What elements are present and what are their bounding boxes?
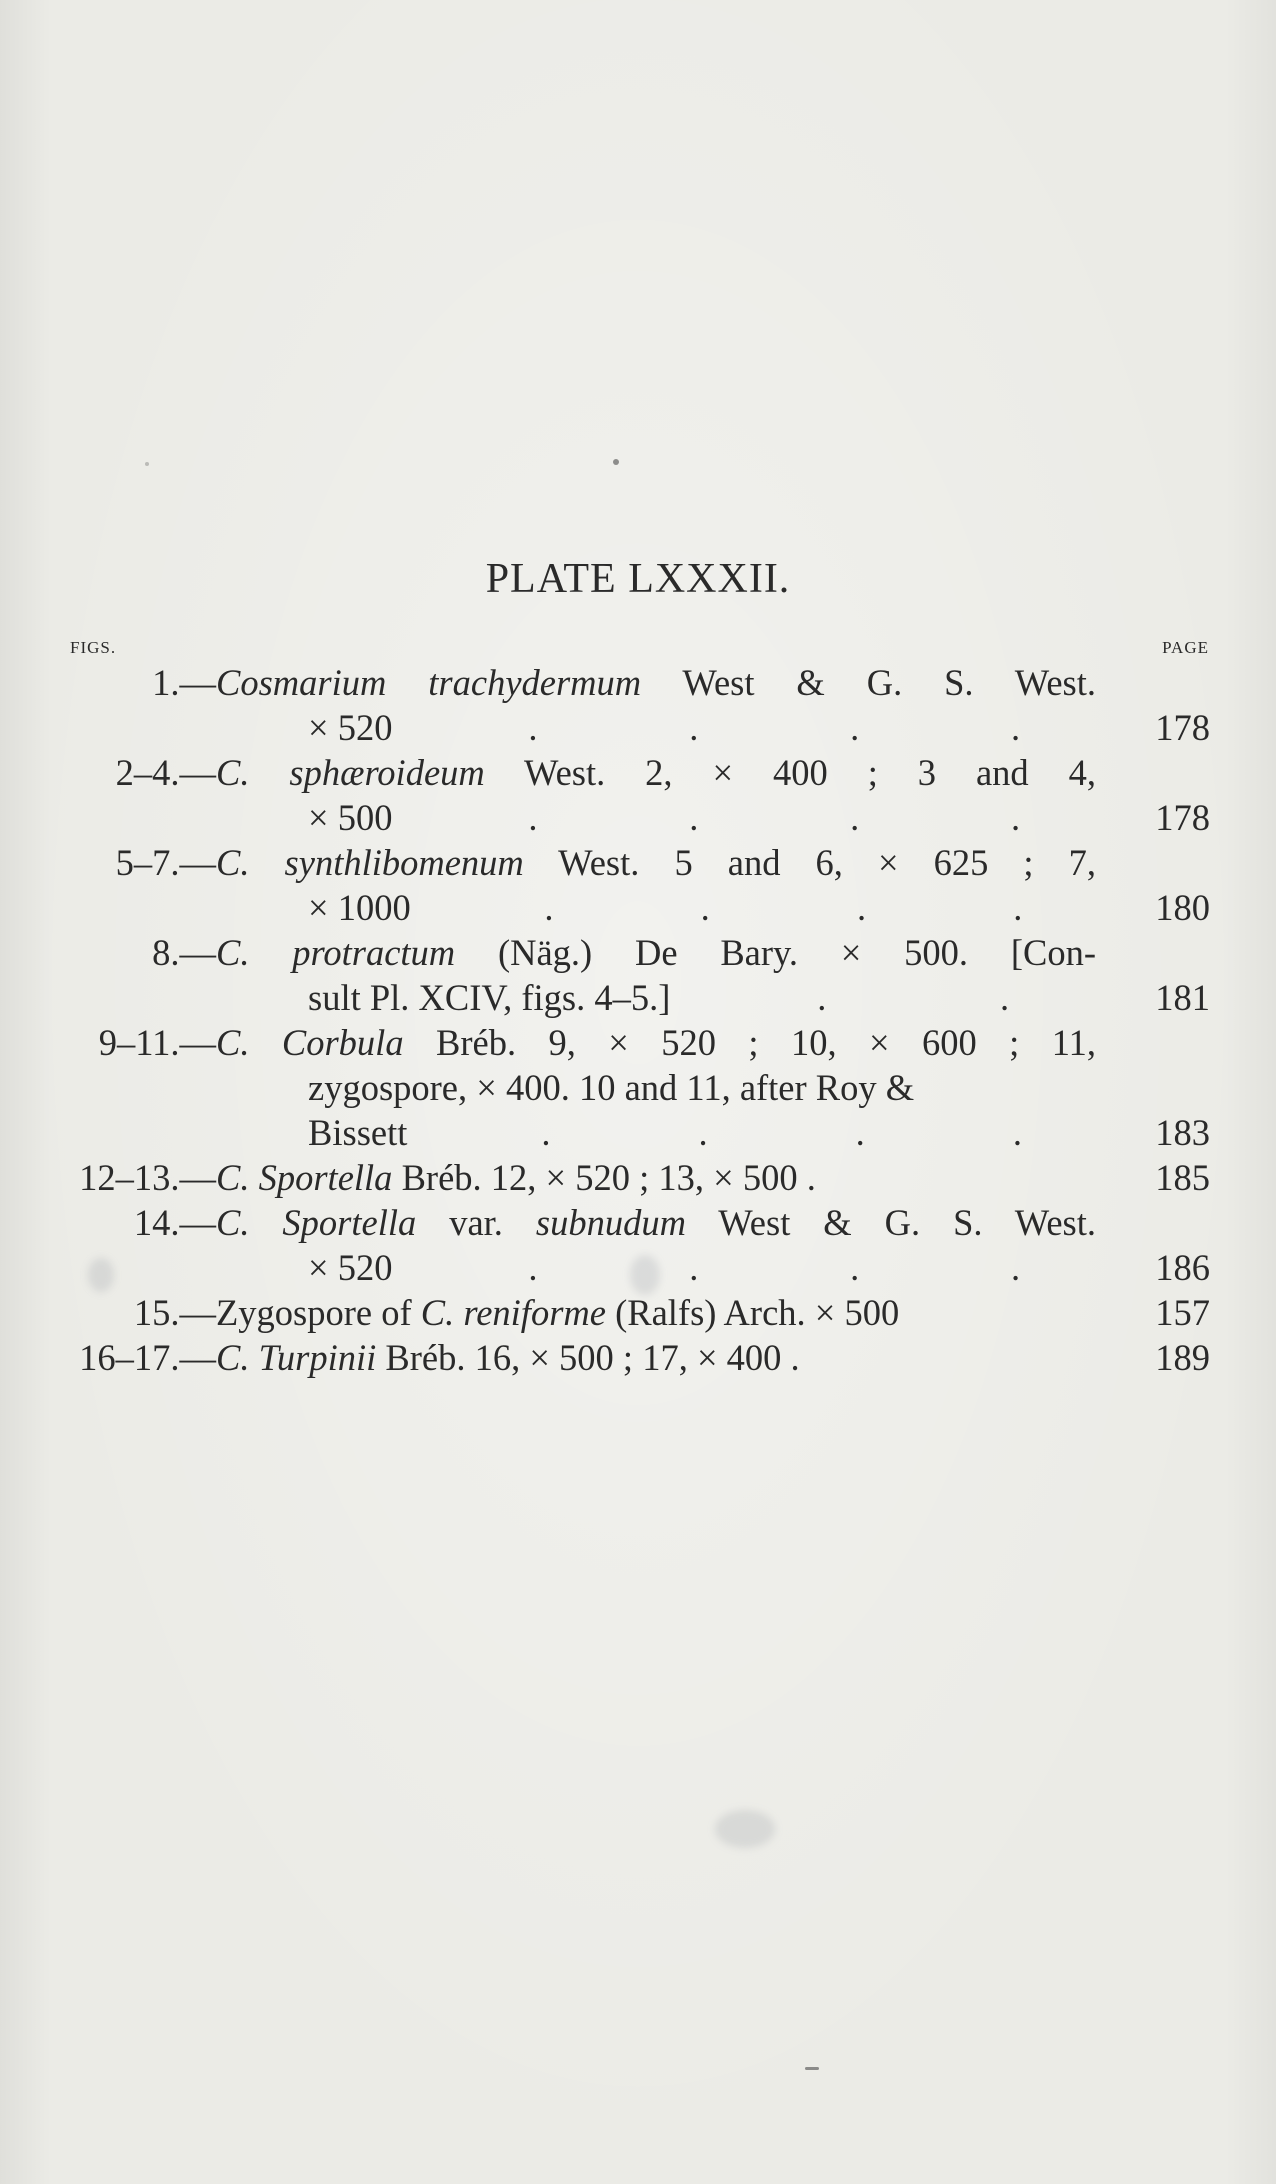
- dot-leader: . . . .: [528, 797, 1021, 838]
- figure-entry: [50, 1335, 1210, 1380]
- ink-speck: [805, 2067, 819, 2070]
- taxon-name: Cosmarium trachydermum: [216, 662, 642, 703]
- entry-description-line: [216, 840, 1096, 885]
- entry-description-line: [216, 660, 1096, 705]
- entry-text: × 520: [308, 707, 393, 748]
- entry-leader-line: [216, 795, 1096, 840]
- figure-entry: [50, 840, 1210, 930]
- page-number: 185: [1155, 1157, 1210, 1198]
- ink-speck: [613, 459, 619, 465]
- figure-entry: [50, 1200, 1210, 1290]
- entry-leader-line: [216, 885, 1096, 930]
- entry-description-line: [216, 1155, 1096, 1200]
- plate-title: PLATE LXXXII.: [485, 556, 791, 602]
- page-number: 186: [1155, 1247, 1210, 1288]
- entry-text: var.: [416, 1202, 536, 1243]
- page-number: 181: [1155, 977, 1210, 1018]
- page-column-header: PAGE: [1162, 638, 1209, 657]
- entry-text: West. 5 and 6, × 625 ; 7,: [523, 842, 1096, 883]
- entry-text: Bissett: [308, 1112, 408, 1153]
- figure-entry: [50, 1020, 1210, 1155]
- page-number: [1096, 1065, 1210, 1110]
- entry-continuation-line: zygospore, × 400. 10 and 11, after Roy &: [308, 1067, 915, 1108]
- figure-number: 5–7.—: [115, 842, 216, 883]
- entry-text: sult Pl. XCIV, figs. 4–5.]: [308, 977, 671, 1018]
- figure-number: 2–4.—: [115, 752, 216, 793]
- figure-entry: [50, 660, 1210, 750]
- entry-text: (Ralfs) Arch. × 500: [605, 1292, 900, 1333]
- entry-description-line: [216, 1290, 1096, 1335]
- figs-column-header: FIGS.: [70, 638, 117, 657]
- dot-leader: . . . .: [528, 1247, 1021, 1288]
- entry-leader-line: [216, 705, 1096, 750]
- page-number: 180: [1155, 887, 1210, 928]
- entry-text: West. 2, × 400 ; 3 and 4,: [484, 752, 1096, 793]
- figure-number: 16–17.—: [79, 1337, 216, 1378]
- taxon-name: subnudum: [535, 1202, 686, 1243]
- page-number: [1096, 840, 1210, 885]
- entry-text: West & G. S. West.: [685, 1202, 1096, 1243]
- entry-leader-line: [216, 975, 1096, 1020]
- entry-text: (Näg.) De Bary. × 500. [Con-: [455, 932, 1096, 973]
- entry-leader-line: [216, 1110, 1096, 1155]
- page-number: 178: [1155, 707, 1210, 748]
- entry-text: Bréb. 9, × 520 ; 10, × 600 ; 11,: [403, 1022, 1096, 1063]
- page-number: [1096, 660, 1210, 705]
- page-number: 183: [1155, 1112, 1210, 1153]
- entry-text: Zygospore of: [216, 1292, 421, 1333]
- entry-description-line: [216, 1020, 1096, 1065]
- figure-number: 15.—: [133, 1292, 216, 1333]
- page-number: [1096, 750, 1210, 795]
- figure-entry: [50, 1155, 1210, 1200]
- taxon-name: C. Corbula: [216, 1022, 404, 1063]
- taxon-name: C. sphæroideum: [216, 752, 485, 793]
- page-number: 157: [1155, 1292, 1210, 1333]
- entry-leader-line: [216, 1245, 1096, 1290]
- figure-number: 1.—: [152, 662, 216, 703]
- figure-entry: [50, 750, 1210, 840]
- entry-text: × 520: [308, 1247, 393, 1288]
- figure-number: 8.—: [152, 932, 216, 973]
- taxon-name: C. protractum: [216, 932, 456, 973]
- figure-number: 14.—: [133, 1202, 216, 1243]
- taxon-name: C. synthlibomenum: [216, 842, 524, 883]
- page-number: [1096, 930, 1210, 975]
- page-number: [1096, 1200, 1210, 1245]
- entry-text: West & G. S. West.: [641, 662, 1096, 703]
- dot-leader: . . . .: [541, 1112, 1022, 1153]
- entry-description-line: [216, 1200, 1096, 1245]
- figure-number: 12–13.—: [79, 1157, 216, 1198]
- figure-entry: [50, 930, 1210, 1020]
- taxon-name: C. Sportella: [216, 1202, 417, 1243]
- figure-entry: [50, 1290, 1210, 1335]
- taxon-name: C. reniforme: [420, 1292, 606, 1333]
- paper-smudge: [715, 1810, 775, 1848]
- page-number: 178: [1155, 797, 1210, 838]
- dot-leader: . . . .: [544, 887, 1023, 928]
- dot-leader: . . . .: [528, 707, 1021, 748]
- entry-text: Bréb. 12, × 520 ; 13, × 500 .: [392, 1157, 816, 1198]
- plate-entries-list: [50, 660, 1210, 1380]
- entry-text: × 500: [308, 797, 393, 838]
- ink-speck: [145, 462, 149, 466]
- taxon-name: C. Sportella: [216, 1157, 393, 1198]
- entry-text: × 1000: [308, 887, 411, 928]
- page-number: [1096, 1020, 1210, 1065]
- entry-description-line: [216, 1335, 1096, 1380]
- page-number: 189: [1155, 1337, 1210, 1378]
- entry-description-line: [216, 930, 1096, 975]
- figure-number: 9–11.—: [98, 1022, 216, 1063]
- entry-text: Bréb. 16, × 500 ; 17, × 400 .: [376, 1337, 800, 1378]
- entry-description-line: [216, 750, 1096, 795]
- dot-leader: . .: [817, 977, 1010, 1018]
- taxon-name: C. Turpinii: [216, 1337, 377, 1378]
- bleed-through-mark: [48, 0, 60, 34]
